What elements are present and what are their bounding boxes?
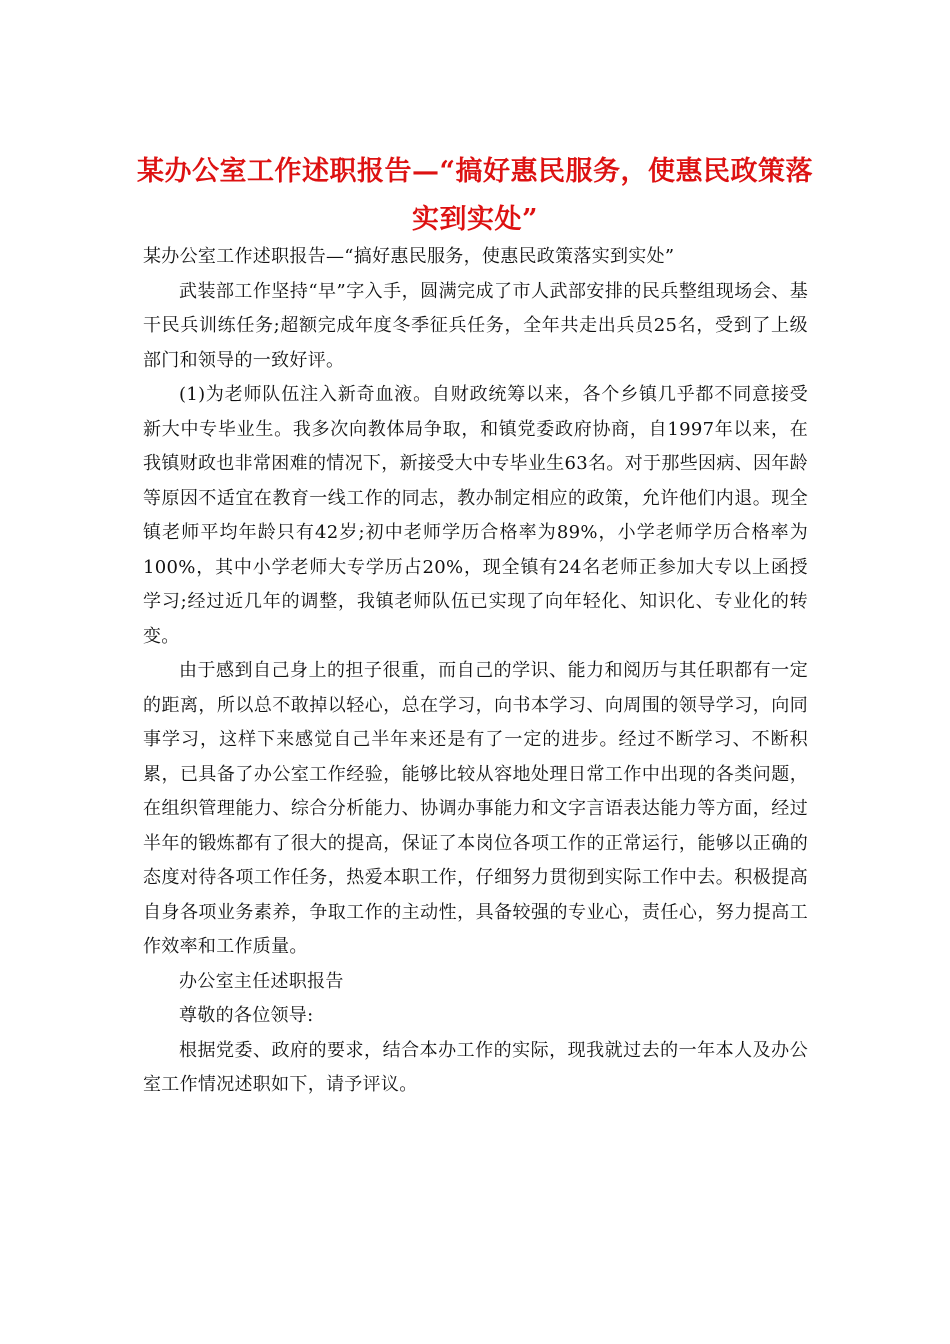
paragraph-intro: 根据党委、政府的要求，结合本办工作的实际，现我就过去的一年本人及办公室工作情况述职如下，请予评议。 — [143, 1039, 808, 1095]
salutation: 尊敬的各位领导: — [179, 1005, 314, 1026]
title-line-2: 实到实处” — [411, 204, 539, 235]
paragraph-self-study: 由于感到自己身上的担子很重，而自己的学识、能力和阅历与其任职都有一定的距离，所以总不敢掉以轻心，总在学习，向书本学习、向周围的领导学习，向同事学习，这样下来感觉自己半年来还是有了一定的进步。经过不断学习、不断积累，已具备了办公室工作经验，能够比较从容地处理日常工作中出现的各类问题，在组织管理能力、综合分析能力、协调办事能力和文字言语表达能力等方面，经过半年的锻炼都有了很大的提高，保证了本岗位各项工作的正常运行，能够以正确的态度对待各项工作任务，热爱本职工作，仔细努力贯彻到实际工作中去。积极提高自身各项业务素养，争取工作的主动性，具备较强的专业心，责任心，努力提高工作效率和工作质量。 — [143, 660, 808, 957]
paragraph-teachers: (1)为老师队伍注入新奇血液。自财政统筹以来，各个乡镇几乎都不同意接受新大中专毕业生。我多次向教体局争取，和镇党委政府协商，自1997年以来，在我镇财政也非常困难的情况下，新接受大中专毕业生63名。对于那些因病、因年龄等原因不适宜在教育一线工作的同志，教办制定相应的政策，允许他们内退。现全镇老师平均年龄只有42岁;初中老师学历合格率为89%，小学老师学历合格率为100%，其中小学老师大专学历占20%，现全镇有24名老师正参加大专以上函授学习;经过近几年的调整，我镇老师队伍已实现了向年轻化、知识化、专业化的转变。 — [143, 384, 808, 647]
paragraph-armed-forces: 武装部工作坚持“早”字入手，圆满完成了市人武部安排的民兵整组现场会、基干民兵训练任务;超额完成年度冬季征兵任务，全年共走出兵员25名，受到了上级部门和领导的一致好评。 — [143, 280, 808, 371]
document-title — [120, 148, 830, 244]
subtitle-paragraph: 某办公室工作述职报告—“搞好惠民服务，使惠民政策落实到实处” — [143, 246, 675, 267]
section-heading-director-report: 办公室主任述职报告 — [179, 970, 344, 992]
title-line-1: 某办公室工作述职报告—“搞好惠民服务，使惠民政策落 — [136, 156, 814, 187]
document-body — [143, 240, 808, 1103]
